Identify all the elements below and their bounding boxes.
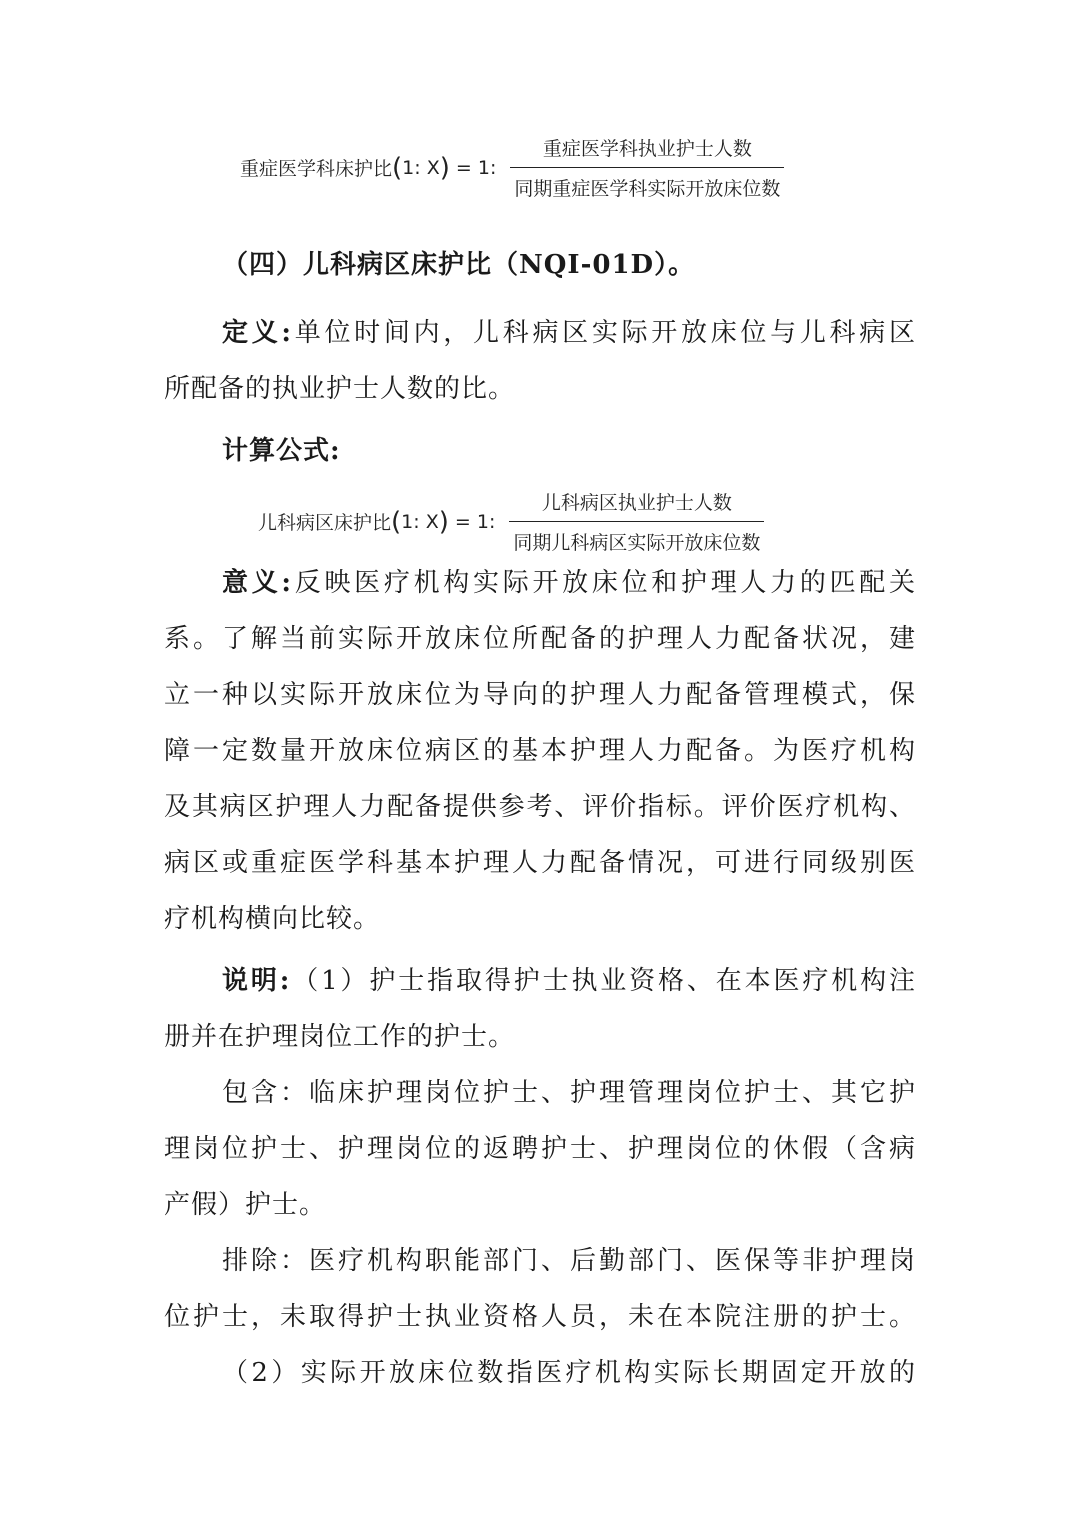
formula-denominator: 同期重症医学科实际开放床位数 bbox=[510, 167, 784, 201]
formula-equals: = 1: bbox=[448, 510, 496, 533]
formula-ratio: 1: X bbox=[401, 510, 439, 533]
formula-lhs: 重症医学科床护比 bbox=[240, 158, 393, 180]
explanation-line-1 bbox=[222, 962, 916, 1000]
includes-line-1: 包含：临床护理岗位护士、护理管理岗位护士、其它护 bbox=[222, 1078, 916, 1108]
formula-numerator: 重症医学科执业护士人数 bbox=[542, 138, 752, 160]
formula-fraction bbox=[509, 488, 764, 555]
significance-label: 意义: bbox=[222, 568, 293, 598]
formula-lhs: 儿科病区床护比 bbox=[258, 512, 392, 534]
formula-equals: = 1: bbox=[449, 156, 497, 179]
significance-line-6: 病区或重症医学科基本护理人力配备情况，可进行同级别医 bbox=[164, 848, 916, 878]
explanation-label: 说明: bbox=[222, 966, 291, 996]
formula-label: 计算公式: bbox=[222, 436, 341, 466]
section-heading: （四）儿科病区床护比（NQI-01D）。 bbox=[222, 250, 696, 280]
pediatric-bed-nurse-ratio-formula bbox=[258, 488, 764, 555]
formula-ratio: 1: X bbox=[402, 156, 440, 179]
significance-text-1: 反映医疗机构实际开放床位和护理人力的匹配关 bbox=[292, 568, 916, 598]
formula-denominator: 同期儿科病区实际开放床位数 bbox=[509, 521, 764, 555]
formula-fraction bbox=[510, 134, 784, 201]
significance-line-1 bbox=[222, 564, 916, 602]
definition-line-2: 所配备的执业护士人数的比。 bbox=[164, 374, 516, 404]
significance-line-3: 立一种以实际开放床位为导向的护理人力配备管理模式，保 bbox=[164, 680, 916, 710]
significance-line-4: 障一定数量开放床位病区的基本护理人力配备。为医疗机构 bbox=[164, 736, 916, 766]
formula-open-paren: ( bbox=[392, 152, 403, 183]
explanation-line-2: 册并在护理岗位工作的护士。 bbox=[164, 1022, 516, 1052]
includes-line-2: 理岗位护士、护理岗位的返聘护士、护理岗位的休假（含病 bbox=[164, 1134, 916, 1164]
definition-text-1: 单位时间内，儿科病区实际开放床位与儿科病区 bbox=[292, 318, 916, 348]
significance-line-5: 及其病区护理人力配备提供参考、评价指标。评价医疗机构、 bbox=[164, 792, 916, 822]
significance-line-7: 疗机构横向比较。 bbox=[164, 904, 381, 934]
significance-line-2: 系。了解当前实际开放床位所配备的护理人力配备状况，建 bbox=[164, 624, 916, 654]
formula-open-paren: ( bbox=[391, 506, 402, 537]
item-2-line-1: （2）实际开放床位数指医疗机构实际长期固定开放的 bbox=[222, 1358, 916, 1388]
definition-line-1 bbox=[222, 314, 916, 352]
includes-line-3: 产假）护士。 bbox=[164, 1190, 327, 1220]
explanation-text-1: （1）护士指取得护士执业资格、在本医疗机构注 bbox=[290, 966, 916, 996]
definition-label: 定义: bbox=[222, 318, 293, 348]
formula-close-paren: ) bbox=[438, 506, 449, 537]
formula-close-paren: ) bbox=[439, 152, 450, 183]
excludes-line-2: 位护士，未取得护士执业资格人员，未在本院注册的护士。 bbox=[164, 1302, 916, 1332]
icu-bed-nurse-ratio-formula bbox=[240, 134, 784, 201]
excludes-line-1: 排除：医疗机构职能部门、后勤部门、医保等非护理岗 bbox=[222, 1246, 916, 1276]
formula-numerator: 儿科病区执业护士人数 bbox=[541, 492, 732, 514]
